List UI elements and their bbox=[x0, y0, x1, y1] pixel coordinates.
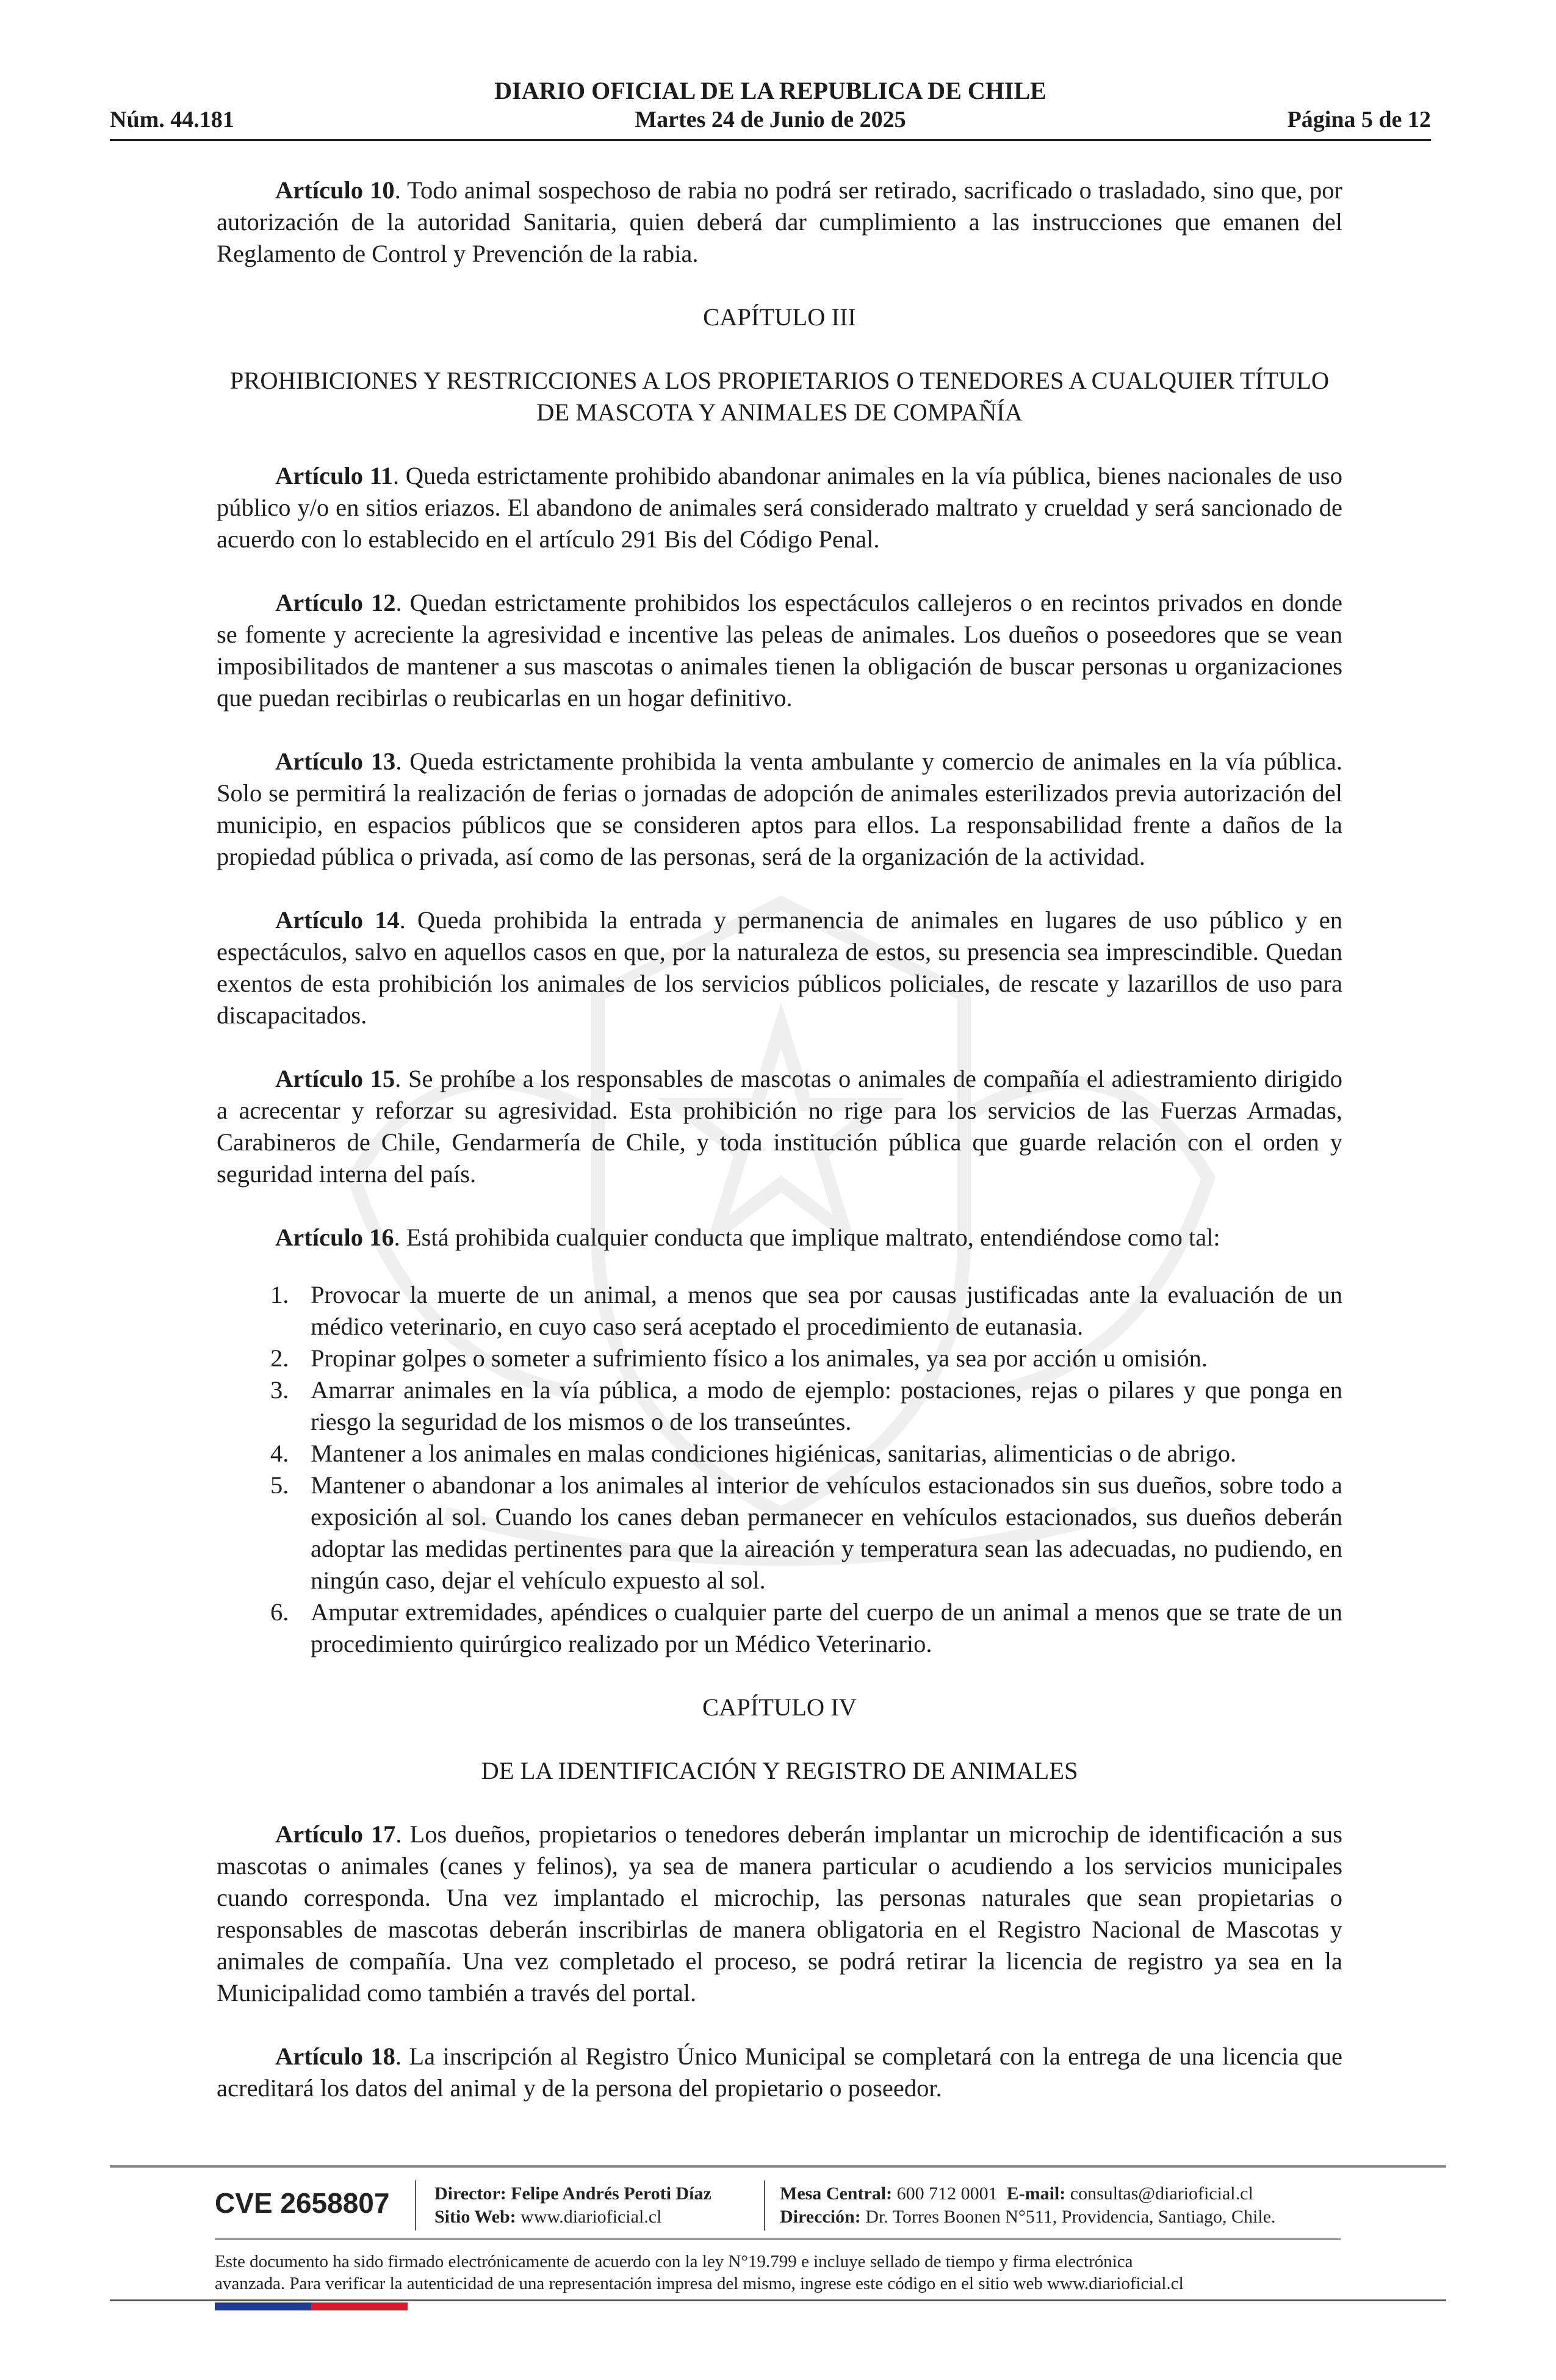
article-text: . Queda estrictamente prohibido abandonar animales en la vía pública, bienes nacionales de uso público y/o en sitios eriazos. El abandono de animales será considerado maltrato y crueldad y será sancionado de acuerdo con lo establecido en el artículo 291 Bis del Código Penal. bbox=[217, 462, 1342, 553]
footer-separator bbox=[764, 2180, 765, 2230]
article-text: . Quedan estrictamente prohibidos los espectáculos callejeros o en recintos privados en donde se fomente y acreciente la agresividad e incentive las peleas de animales. Los dueños o poseedores que se vean imposibilitados de mantener a sus mascotas o animales tienen la obligación de buscar personas u organizaciones que puedan recibirlas o reubicarlas en un hogar definitivo. bbox=[217, 589, 1343, 712]
signature-notice bbox=[215, 2251, 1350, 2295]
article-text: . Los dueños, propietarios o tenedores deberán implantar un microchip de identificación a sus mascotas o animales (canes y felinos), ya sea de manera particular o acudiendo a los servicios municipales cuando corresponda. Una vez implantado el microchip, las personas naturales que sean propietarias o responsables de mascotas deberán inscribirlas de manera obligatoria en el Registro Nacional de Mascotas y animales de compañía. Una vez completado el proceso, se podrá retirar la licencia de registro ya sea en la Municipalidad como también a través del portal. bbox=[217, 1820, 1342, 2007]
website-label: Sitio Web: bbox=[434, 2207, 516, 2227]
contact-block bbox=[780, 2182, 1276, 2229]
list-item-number: 1. bbox=[270, 1281, 289, 1308]
footer-divider-bottom bbox=[110, 2299, 1446, 2301]
article-label: Artículo 18 bbox=[275, 2043, 395, 2070]
article-paragraph bbox=[217, 1063, 1342, 1190]
list-item-number: 6. bbox=[270, 1598, 289, 1626]
article-label: Artículo 14 bbox=[275, 906, 400, 934]
email-link[interactable]: consultas@diarioficial.cl bbox=[1070, 2183, 1253, 2204]
article-paragraph bbox=[217, 460, 1342, 555]
email-label: E-mail: bbox=[1006, 2183, 1066, 2204]
list-item-text: Provocar la muerte de un animal, a menos que sea por causas justificadas ante la evaluación de un médico veterinario, en cuyo caso será aceptado el procedimiento de eutanasia. bbox=[311, 1281, 1342, 1340]
list-item bbox=[217, 1343, 1342, 1374]
article-label: Artículo 15 bbox=[275, 1065, 395, 1092]
list-item-text: Amputar extremidades, apéndices o cualquier parte del cuerpo de un animal a menos que se trate de un procedimiento quirúrgico realizado por un Médico Veterinario. bbox=[311, 1598, 1342, 1657]
article-paragraph bbox=[217, 587, 1342, 714]
signature-notice-line: avanzada. Para verificar la autenticidad de una representación impresa del mismo, ingrese este código en el sitio web www.diarioficial.cl bbox=[215, 2274, 1184, 2293]
list-item-number: 5. bbox=[270, 1471, 289, 1499]
article-paragraph bbox=[217, 2041, 1342, 2104]
list-item-text: Mantener o abandonar a los animales al interior de vehículos estacionados sin sus dueños, sobre todo a exposición al sol. Cuando los canes deban permanecer en vehículos estacionados, sus dueños deberán adoptar las medidas pertinentes para que la aireación y temperatura sean las adecuadas, no pudiendo, en ningún caso, dejar el vehículo expuesto al sol. bbox=[311, 1471, 1342, 1594]
flag-stripe-red bbox=[311, 2302, 408, 2310]
list-item-text: Propinar golpes o someter a sufrimiento físico a los animales, ya sea por acción u omisión. bbox=[311, 1344, 1208, 1372]
list-item bbox=[217, 1438, 1342, 1469]
article-label: Artículo 16 bbox=[275, 1224, 394, 1251]
page-header bbox=[110, 76, 1431, 137]
article-text: . Todo animal sospechoso de rabia no podrá ser retirado, sacrificado o trasladado, sino que, por autorización de la autoridad Sanitaria, quien deberá dar cumplimiento a las instrucciones que emanen del Reglamento de Control y Prevención de la rabia. bbox=[217, 176, 1343, 267]
list-item-number: 4. bbox=[270, 1440, 289, 1467]
website-link[interactable]: www.diarioficial.cl bbox=[520, 2207, 662, 2227]
article-paragraph bbox=[217, 904, 1342, 1031]
list-item-number: 3. bbox=[270, 1376, 289, 1404]
article-paragraph bbox=[217, 175, 1342, 270]
list-item bbox=[217, 1279, 1342, 1343]
chapter-heading: CAPÍTULO III bbox=[703, 303, 856, 331]
article-label: Artículo 17 bbox=[275, 1820, 396, 1848]
director-block bbox=[434, 2182, 711, 2229]
chapter-title: DE LA IDENTIFICACIÓN Y REGISTRO DE ANIMALES bbox=[481, 1757, 1078, 1784]
list-item-text: Mantener a los animales en malas condiciones higiénicas, sanitarias, alimenticias o de abrigo. bbox=[311, 1440, 1237, 1467]
article-text: . Está prohibida cualquier conducta que implique maltrato, entendiéndose como tal: bbox=[394, 1224, 1220, 1251]
list-item bbox=[217, 1374, 1342, 1438]
phone-label: Mesa Central: bbox=[780, 2183, 893, 2204]
article-paragraph bbox=[217, 1222, 1342, 1253]
footer-separator bbox=[415, 2180, 416, 2230]
document-body bbox=[217, 175, 1342, 2136]
list-item-text: Amarrar animales en la vía pública, a modo de ejemplo: postaciones, rejas o pilares y que ponga en riesgo la seguridad de los mismos o de los transeúntes. bbox=[311, 1376, 1342, 1435]
list-item-number: 2. bbox=[270, 1344, 289, 1372]
article-label: Artículo 10 bbox=[275, 176, 395, 204]
article-paragraph bbox=[217, 746, 1342, 873]
chapter-title: PROHIBICIONES Y RESTRICCIONES A LOS PROPIETARIOS O TENEDORES A CUALQUIER TÍTULO DE MASCOTA Y ANIMALES DE COMPAÑÍA bbox=[229, 367, 1330, 426]
signature-notice-line: Este documento ha sido firmado electrónicamente de acuerdo con la ley N°19.799 e incluye sellado de tiempo y firma electrónica bbox=[215, 2252, 1133, 2271]
article-label: Artículo 12 bbox=[275, 589, 396, 616]
article-label: Artículo 13 bbox=[275, 748, 396, 775]
article-text: . Se prohíbe a los responsables de mascotas o animales de compañía el adiestramiento dirigido a acrecentar y reforzar su agresividad. Esta prohibición no rige para los servicios de las Fuerzas Armadas, Carabineros de Chile, Gendarmería de Chile, y toda institución pública que guarde relación con el orden y seguridad interna del país. bbox=[217, 1065, 1342, 1188]
list-item bbox=[217, 1469, 1342, 1596]
header-divider bbox=[110, 139, 1431, 141]
page-indicator: Página 5 de 12 bbox=[1287, 107, 1431, 132]
list-item bbox=[217, 1596, 1342, 1660]
article-text: . Queda estrictamente prohibida la venta ambulante y comercio de animales en la vía pública. Solo se permitirá la realización de ferias o jornadas de adopción de animales esterilizados previa autorización del municipio, en espacios públicos que se consideren aptos para ellos. La responsabilidad frente a daños de la propiedad pública o privada, así como de las personas, será de la organización de la actividad. bbox=[217, 748, 1342, 870]
article-paragraph bbox=[217, 1819, 1342, 2009]
director-label: Director: bbox=[434, 2183, 506, 2204]
phone-number: 600 712 0001 bbox=[896, 2183, 998, 2204]
address-label: Dirección: bbox=[780, 2207, 861, 2227]
footer-divider-top bbox=[110, 2165, 1446, 2168]
issue-date: Martes 24 de Junio de 2025 bbox=[635, 107, 906, 132]
publication-title: DIARIO OFICIAL DE LA REPUBLICA DE CHILE bbox=[494, 77, 1046, 104]
director-name: Felipe Andrés Peroti Díaz bbox=[511, 2183, 711, 2204]
cve-code: CVE 2658807 bbox=[215, 2187, 390, 2219]
address-value: Dr. Torres Boonen N°511, Providencia, Santiago, Chile. bbox=[865, 2207, 1276, 2227]
flag-stripe-blue bbox=[215, 2302, 311, 2310]
article-text: . La inscripción al Registro Único Municipal se completará con la entrega de una licencia que acreditará los datos del animal y de la persona del propietario o poseedor. bbox=[217, 2043, 1342, 2102]
article-text: . Queda prohibida la entrada y permanencia de animales en lugares de uso público y en espectáculos, salvo en aquellos casos en que, por la naturaleza de estos, su presencia sea imprescindible. Quedan exentos de esta prohibición los animales de los servicios públicos policiales, de rescate y lazarillos de uso para discapacitados. bbox=[217, 906, 1342, 1029]
article-label: Artículo 11 bbox=[275, 462, 393, 489]
prohibited-conduct-list bbox=[217, 1279, 1342, 1660]
footer-divider-mid bbox=[215, 2238, 1341, 2240]
issue-number: Núm. 44.181 bbox=[110, 107, 234, 132]
chapter-heading: CAPÍTULO IV bbox=[702, 1693, 857, 1721]
